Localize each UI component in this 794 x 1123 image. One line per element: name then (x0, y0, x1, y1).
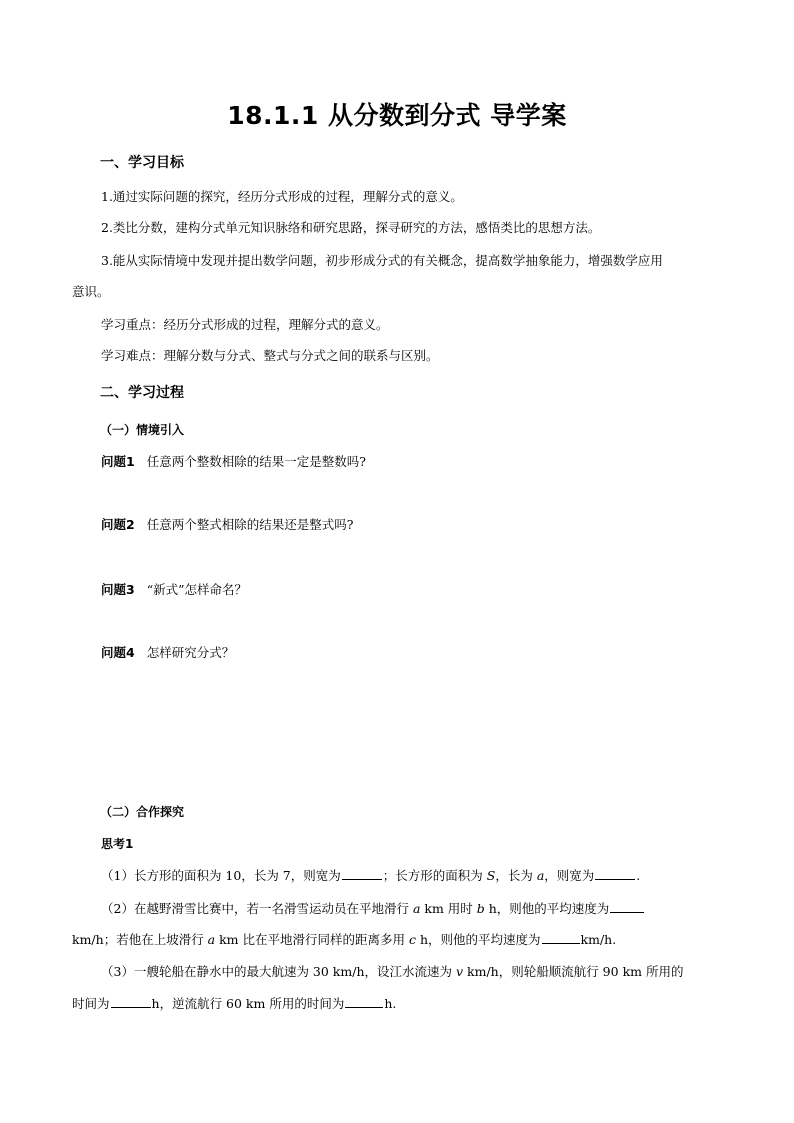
variable: b (476, 901, 485, 916)
objective-1: 1.通过实际问题的探究，经历分式形成的过程，理解分式的意义。 (101, 189, 463, 204)
question-text: 任意两个整数相除的结果一定是整数吗? (146, 454, 366, 469)
subsection-heading-explore: （二）合作探究 (100, 805, 185, 819)
question-label: 问题2 (101, 517, 135, 532)
exercise-item-3-line1 (101, 962, 683, 980)
variable: a (207, 932, 216, 947)
text: h，逆流航行 60 km 所用的时间为 (151, 996, 345, 1011)
variable: a (536, 868, 545, 883)
page-title: 18.1.1 从分数到分式 导学案 (227, 101, 567, 130)
text: （2）在越野滑雪比赛中，若一名滑雪运动员在平地滑行 (101, 901, 413, 916)
text: ；长方形的面积为 (382, 868, 487, 883)
exercise-item-2-line2 (72, 930, 616, 948)
exercise-item-3-line2 (72, 994, 396, 1012)
answer-blank[interactable] (345, 995, 383, 1008)
text: 时间为 (72, 996, 110, 1011)
section-heading-process: 二、学习过程 (100, 385, 184, 401)
objective-2: 2.类比分数，建构分式单元知识脉络和研究思路，探寻研究的方法，感悟类比的思想方法。 (101, 220, 601, 235)
objective-3-line1: 3.能从实际情境中发现并提出数学问题，初步形成分式的有关概念，提高数学抽象能力，增强数学应用 (101, 253, 663, 268)
answer-blank[interactable] (342, 867, 382, 880)
variable: S (486, 868, 496, 883)
question-text: 任意两个整式相除的结果还是整式吗? (146, 517, 354, 532)
text: km/h，则轮船顺流航行 90 km 所用的 (463, 964, 684, 979)
answer-blank[interactable] (111, 995, 151, 1008)
text: km/h；若他在上坡滑行 (72, 932, 208, 947)
section-heading-objectives: 一、学习目标 (100, 155, 184, 171)
variable: c (408, 932, 416, 947)
question-3 (101, 580, 247, 598)
text: h，则他的平均速度为 (416, 932, 541, 947)
variable: v (455, 964, 464, 979)
text: h，则他的平均速度为 (484, 901, 610, 916)
exercise-item-2-line1 (101, 899, 645, 917)
text: （3）一艘轮船在静水中的最大航速为 30 km/h，设江水流速为 (101, 964, 456, 979)
difficulty: 学习难点：理解分数与分式、整式与分式之间的联系与区别。 (101, 348, 439, 363)
text: ，长为 (495, 868, 537, 883)
answer-blank[interactable] (610, 900, 644, 913)
text: h. (384, 996, 397, 1011)
text: （1）长方形的面积为 10，长为 7，则宽为 (101, 868, 341, 883)
text: km 比在平地滑行同样的距离多用 (215, 932, 409, 947)
objective-3-line2: 意识。 (72, 284, 110, 299)
key-point: 学习重点：经历分式形成的过程，理解分式的意义。 (101, 317, 389, 332)
exercise-item-1 (101, 866, 640, 884)
text: km/h. (580, 932, 617, 947)
question-1 (101, 452, 366, 470)
variable: a (412, 901, 421, 916)
question-label: 问题1 (101, 454, 135, 469)
question-label: 问题4 (101, 645, 135, 660)
text: . (636, 868, 641, 883)
question-text: “新式”怎样命名？ (146, 582, 247, 597)
question-label: 问题3 (101, 582, 135, 597)
question-text: 怎样研究分式？ (146, 645, 235, 660)
text: km 用时 (420, 901, 477, 916)
think-label: 思考1 (101, 837, 134, 851)
answer-blank[interactable] (542, 931, 580, 944)
subsection-heading-intro: （一）情境引入 (100, 423, 185, 437)
text: ，则宽为 (544, 868, 595, 883)
question-4 (101, 643, 234, 661)
question-2 (101, 515, 353, 533)
answer-blank[interactable] (595, 867, 635, 880)
